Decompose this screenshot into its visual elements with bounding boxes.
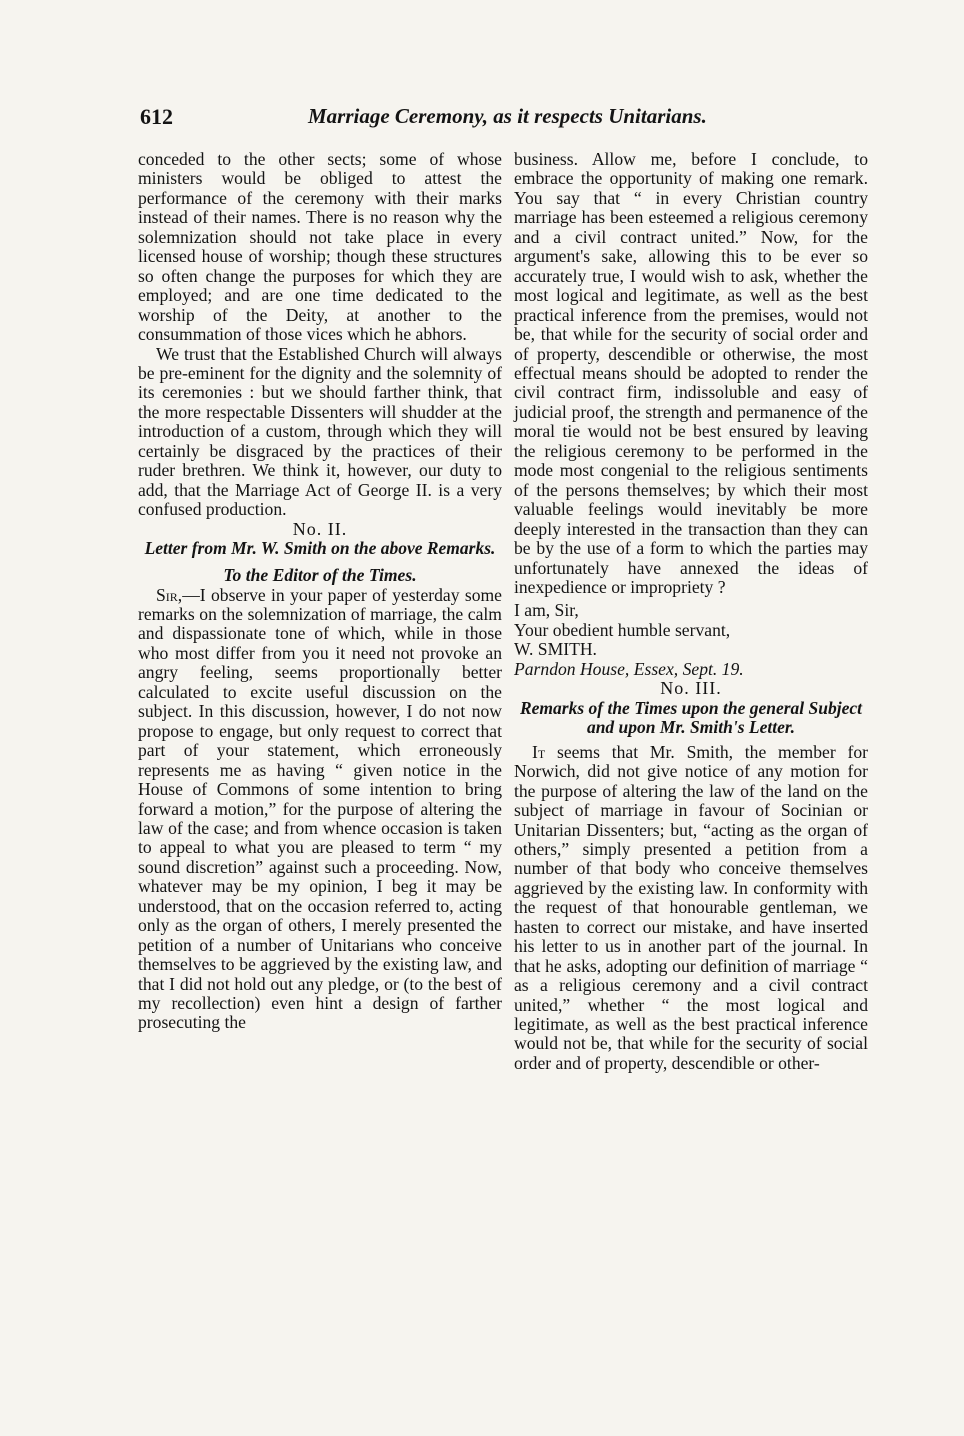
salutation: Sir, xyxy=(156,584,183,605)
running-title: Marriage Ceremony, as it respects Unitarians. xyxy=(308,104,707,128)
paragraph xyxy=(514,743,868,1074)
paragraph: business. Allow me, before I conclude, to embrace the opportunity of making one remark. You say that “ in every Christian country marriage has been esteemed a religious ceremony and a civil contract united.” Now, for the argument's sake, allowing this to be ever so accurately true, I would wish to ask, whether the most logical and legitimate, as well as the best practical inference from the premises, would not be, that while for the security of social order and of property, descendible or otherwise, the most effectual means should be adopted to render the civil contract firm, indissoluble and easy of judicial proof, the strength and permanence of the moral tie would not be best ensured by leaving the religious ceremony to be performed in the mode most congenial to the religious sentiments of the persons themselves; by which their most valuable feelings would inevitably be more deeply interested in the transaction than they can be by the use of a form to which the parties may unfortunately have annexed the ideas of inexpedience or impropriety ? xyxy=(514,149,868,597)
page-number: 612 xyxy=(140,104,173,129)
section-number: No. III. xyxy=(660,678,722,699)
paragraph xyxy=(138,586,502,1033)
paragraph: We trust that the Established Church will always be pre-eminent for the dignity and the solemnity of its ceremonies : but we should farther think, that the more respectable Dissenters will shudder at the introduction of a custom, through which they will certainly be disgraced by the practices of their ruder brethren. We think it, however, our duty to add, that the Marriage Act of George II. is a very confused production. xyxy=(138,343,502,520)
signature-name: W. SMITH. xyxy=(514,639,597,660)
section-number: No. II. xyxy=(292,518,348,539)
running-header xyxy=(140,104,876,138)
section-title: Remarks of the Times upon the general Subject and upon Mr. Smith's Letter. xyxy=(519,697,863,737)
paragraph-body: seems that Mr. Smith, the member for Norwich, did not give notice of any motion for the purpose of altering the law of the land on the subject of marriage in favour of Socinian or Unitarian Dissenters; but, “acting as the organ of others,” simply presented a petition from a number of that body who conceive themselves aggrieved by the existing law. In conformity with the request of that honourable gentleman, we hasten to correct our mistake, and have inserted his letter to us in another part of the journal. In that he asks, adopting our definition of marriage “ as a religious ceremony and a civil contract united,” whether “ the most logical and legitimate, as well as the best practical inference would not be, that while for the security of social order and of property, descendible or other- xyxy=(514,741,868,1073)
letter-body: —I observe in your paper of yesterday some remarks on the solemnization of marriage, the calm and dispassionate tone of which, while in those who most differ from you it need not provoke an angry feeling, seems proportionally better calculated to excite useful discussion on the subject. In this discussion, however, I do not now propose to engage, but only request to correct that part of your statement, which erroneously represents me as having “ given notice in the House of Commons of some intention to bring forward a motion,” for the purpose of altering the law of the case; and from whence occasion is taken to appeal to what you are pleased to term “ my sound discretion” against such a proceeding. Now, whatever may be my opinion, I beg it may be understood, that on the occasion referred to, acting only as the organ of others, I merely presented the petition of a number of Unitarians who conceive themselves to be aggrieved by the existing law, and that I did not hold out any pledge, or (to the best of my recollection) even hint a design of farther prosecuting the xyxy=(138,584,502,1033)
letter-addressee: To the Editor of the Times. xyxy=(223,565,417,586)
paragraph: conceded to the other sects; some of whose ministers would be obliged to attest the performance of the ceremony with their marks instead of their names. There is no reason why the solemnization should not take place in every licensed house of worship; though these structures so often change the purposes for which they are employed; and are one time dedicated to the worship of the Deity, at another to the consummation of those vices which he abhors. xyxy=(138,149,502,345)
signature-block xyxy=(514,601,868,659)
section-title: Letter from Mr. W. Smith on the above Remarks. xyxy=(144,538,496,559)
signature-closing: I am, Sir, xyxy=(514,600,579,621)
signature-servant: Your obedient humble servant, xyxy=(514,619,731,640)
lead-word: It xyxy=(532,741,546,762)
right-column xyxy=(514,150,868,1073)
place-date: Parndon House, Essex, Sept. 19. xyxy=(514,658,744,679)
left-column xyxy=(138,150,502,1033)
